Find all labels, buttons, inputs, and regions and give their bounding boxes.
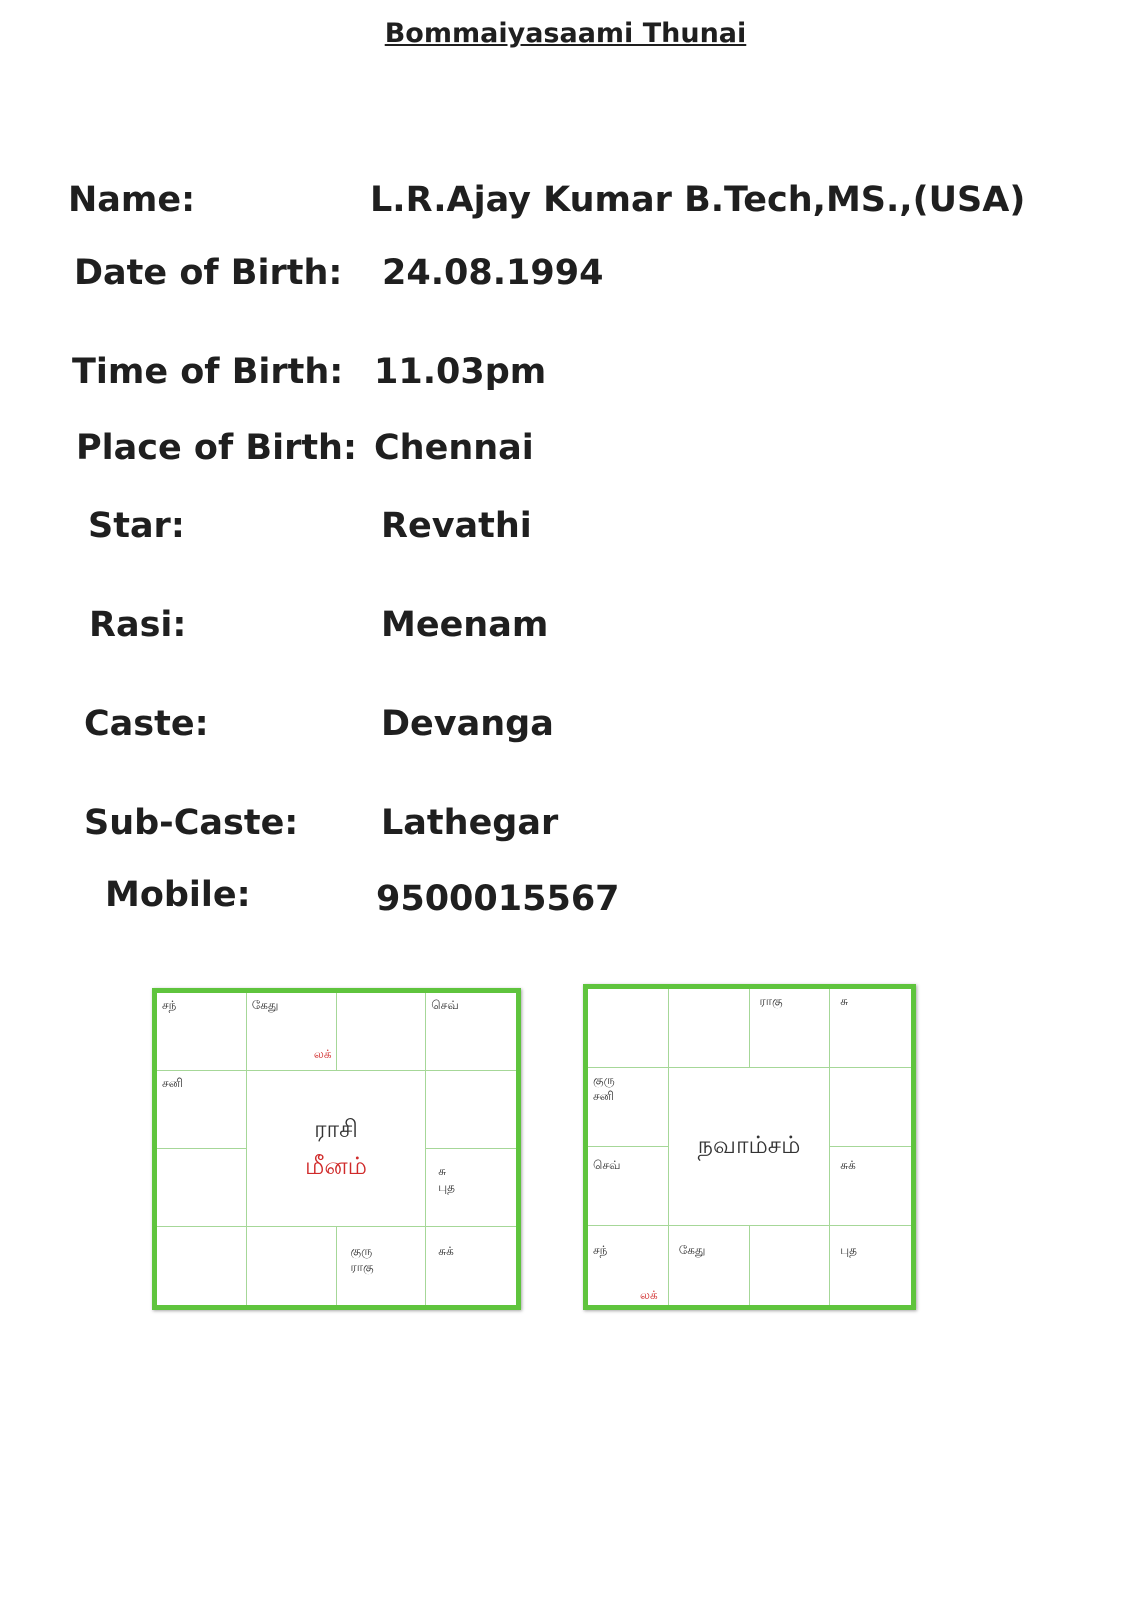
rasi-house-1: சந் (157, 993, 247, 1071)
navamsam-chart-center (669, 1068, 831, 1226)
page-heading: Bommaiyasaami Thunai (384, 18, 747, 49)
star-label: Star: (88, 506, 185, 546)
rasi-house-4: செவ் (426, 993, 516, 1071)
rasi-chart-title: ராசி (314, 1114, 358, 1143)
navamsam-house-7: செவ் (588, 1147, 669, 1226)
rasi-chart (152, 988, 521, 1310)
rasi-house-8: சு புத (426, 1149, 516, 1227)
rasi-house-11: குரு ராகு (337, 1227, 427, 1305)
rasi-house-9 (157, 1227, 247, 1305)
name-label: Name: (68, 180, 196, 220)
rasi-chart-subtitle: மீனம் (305, 1151, 367, 1180)
subcaste-label: Sub-Caste: (84, 803, 299, 843)
name-value: L.R.Ajay Kumar B.Tech,MS.,(USA) (370, 180, 1026, 220)
navamsam-house-8: சுக் (830, 1147, 911, 1226)
tob-value: 11.03pm (374, 352, 547, 392)
pob-value: Chennai (374, 428, 534, 468)
rasi-house-5: சனி (157, 1071, 247, 1149)
caste-label: Caste: (84, 704, 209, 744)
rasi-chart-center (247, 1071, 427, 1227)
rasi-label: Rasi: (89, 605, 187, 645)
mobile-label: Mobile: (105, 875, 251, 915)
mobile-value: 9500015567 (376, 879, 620, 919)
navamsam-house-12: புத (840, 1243, 857, 1257)
rasi-value: Meenam (381, 605, 549, 645)
navamsam-house-9: சந் லக் (588, 1226, 669, 1305)
rasi-house-3 (337, 993, 427, 1071)
navamsam-house-11 (750, 1226, 831, 1305)
navamsam-house-10: கேது (669, 1226, 750, 1305)
star-value: Revathi (381, 506, 532, 546)
subcaste-value: Lathegar (381, 803, 559, 843)
rasi-house-10 (247, 1227, 337, 1305)
navamsam-house-4: சு (830, 989, 911, 1068)
navamsam-chart (583, 984, 916, 1310)
dob-value: 24.08.1994 (382, 253, 604, 293)
navamsam-house-5: குரு சனி (588, 1068, 669, 1147)
navamsam-chart-title: நவாம்சம் (697, 1131, 801, 1159)
rasi-house-12: சுக் (438, 1244, 454, 1258)
rasi-house-2: கேது லக் (247, 993, 337, 1071)
rasi-house-6 (426, 1071, 516, 1149)
pob-label: Place of Birth: (76, 428, 357, 468)
tob-label: Time of Birth: (72, 352, 344, 392)
rasi-house-7 (157, 1149, 247, 1227)
navamsam-house-6 (830, 1068, 911, 1147)
navamsam-house-3: ராகு (750, 989, 831, 1068)
lagna-marker: லக் (640, 1288, 658, 1302)
navamsam-house-1 (588, 989, 669, 1068)
navamsam-house-2 (669, 989, 750, 1068)
caste-value: Devanga (381, 704, 554, 744)
dob-label: Date of Birth: (74, 253, 343, 293)
lagna-marker: லக் (313, 1047, 332, 1061)
